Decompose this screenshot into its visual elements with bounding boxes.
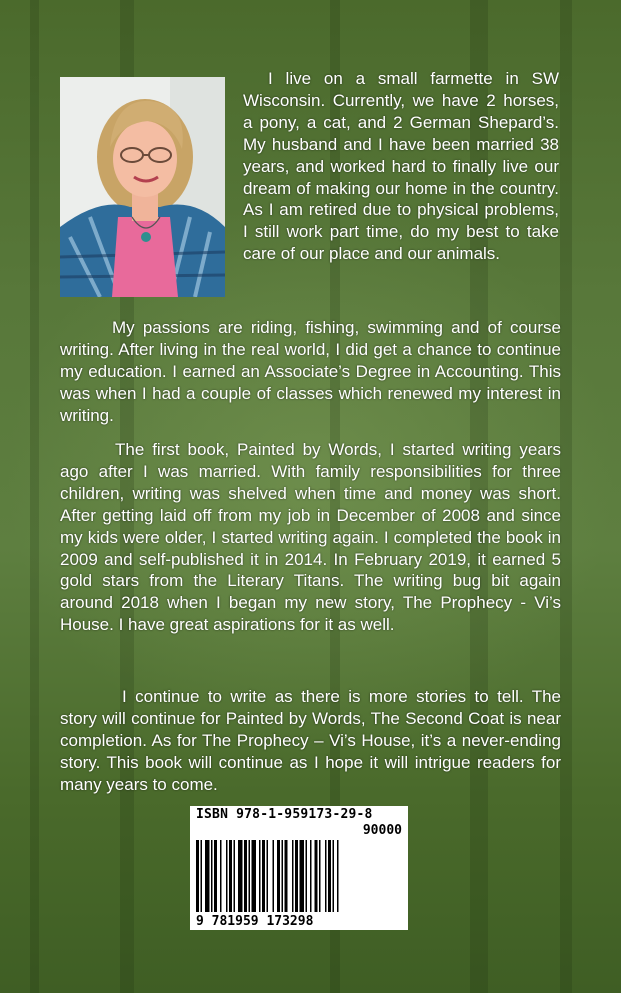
bio-paragraph-1: I live on a small farmette in SW Wisconsin. Currently, we have 2 horses, a pony, a cat, and 2 German Shepard’s. My husband and I have been married 38 years, and worked hard to finally live our dream of making our home in the country. As I am retired due to physical problems, I still work part time, do my best to take care of our place and our animals. bbox=[243, 69, 559, 264]
barcode-bar bbox=[282, 840, 284, 912]
background-tree bbox=[30, 0, 39, 993]
ean-digits: 9 781959 173298 bbox=[196, 914, 314, 929]
barcode-bar bbox=[333, 840, 335, 912]
barcode-bar bbox=[244, 840, 247, 912]
barcode-bar bbox=[196, 840, 199, 912]
barcode-bar bbox=[292, 840, 294, 912]
barcode-bar bbox=[267, 840, 269, 912]
barcode-bar bbox=[205, 840, 210, 912]
barcode-bar bbox=[315, 840, 318, 912]
barcode-bar bbox=[234, 840, 236, 912]
barcode-bar bbox=[273, 840, 275, 912]
barcode-bar bbox=[306, 840, 308, 912]
price-code: 90000 bbox=[362, 823, 402, 838]
barcode-bar bbox=[249, 840, 251, 912]
barcode-bar bbox=[310, 840, 312, 912]
background-tree bbox=[560, 0, 572, 993]
barcode-bar bbox=[325, 840, 327, 912]
barcode-bar bbox=[337, 840, 339, 912]
barcode-bar bbox=[201, 840, 203, 912]
barcode-bar bbox=[262, 840, 265, 912]
bio-paragraph-4: I continue to write as there is more stories to tell. The story will continue for Painted by Words, The Second Coat is near completion. As for The Prophecy – Vi’s House, it’s a never-ending story. This book will continue as I hope it will intrigue readers for many years to come. bbox=[60, 687, 561, 794]
barcode-bar bbox=[238, 840, 243, 912]
barcode-bar bbox=[285, 840, 288, 912]
barcode-bar bbox=[295, 840, 298, 912]
isbn-barcode bbox=[190, 806, 408, 930]
barcode-bar bbox=[300, 840, 305, 912]
author-photo bbox=[60, 77, 225, 297]
barcode-bar bbox=[226, 840, 228, 912]
bio-paragraph-2: My passions are riding, fishing, swimming and of course writing. After living in the real world, I did get a chance to continue my education. I earned an Associate’s Degree in Accounting. This was when I had a couple of classes which renewed my interest in writing. bbox=[60, 318, 561, 425]
barcode-bar bbox=[214, 840, 217, 912]
bio-paragraph-3: The first book, Painted by Words, I started writing years ago after I was married. With family responsibilities for three children, writing was shelved when time and money was short. After getting laid off from my job in December of 2008 and since my kids were older, I started writing again. I completed the book in 2009 and self-published it in 2014. In February 2019, it earned 5 gold stars from the Literary Titans. The writing bug bit again around 2018 when I began my new story, The Prophecy - Vi’s House. I have great aspirations for it as well. bbox=[60, 440, 561, 635]
barcode-bar bbox=[220, 840, 222, 912]
isbn-label: ISBN 978-1-959173-29-8 bbox=[196, 807, 373, 822]
barcode-bar bbox=[229, 840, 232, 912]
barcode-bar bbox=[211, 840, 213, 912]
barcode-bar bbox=[259, 840, 261, 912]
barcode-bar bbox=[319, 840, 321, 912]
barcode-bars bbox=[196, 840, 402, 912]
barcode-bar bbox=[277, 840, 280, 912]
barcode-bar bbox=[252, 840, 257, 912]
barcode-bar bbox=[328, 840, 331, 912]
